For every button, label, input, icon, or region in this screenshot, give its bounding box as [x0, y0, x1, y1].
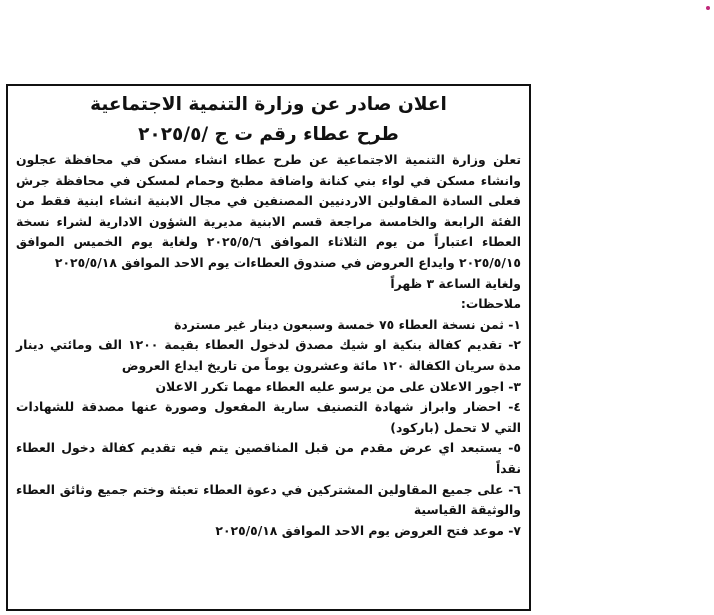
tender-number: طرح عطاء رقم ت ج /٢٠٢٥/٥ [138, 124, 399, 145]
note-item: ٢- تقديم كفالة بنكية او شيك مصدق لدخول العطاء بقيمة ١٢٠٠ الف ومائتي دينار مدة سريان الكفالة ١٢٠ مائة وعشرون يوماً من تاريخ ايداع العروض [16, 337, 521, 373]
announcement-title: اعلان صادر عن وزارة التنمية الاجتماعية [90, 94, 447, 115]
closing-time: ولغاية الساعة ٣ ظهراً [390, 275, 521, 291]
decorative-dot [706, 6, 710, 10]
note-item: ٤- احضار وابراز شهادة التصنيف سارية المفعول وصورة عنها مصدقة للشهادات التي لا تحمل (باركود) [16, 399, 521, 435]
note-item: ٧- موعد فتح العروض يوم الاحد الموافق ٢٠٢٥/٥/١٨ [215, 522, 521, 538]
notes-list [16, 315, 521, 542]
note-item: ٣- اجور الاعلان على من يرسو عليه العطاء مهما تكرر الاعلان [155, 378, 521, 394]
notes-heading: ملاحظات: [460, 296, 521, 312]
note-item: ٦- على جميع المقاولين المشتركين في دعوة العطاء تعبئة وختم جميع وثائق العطاء والوثيقة القياسية [16, 481, 521, 518]
announcement-body: تعلن وزارة التنمية الاجتماعية عن طرح عطاء انشاء مسكن في محافظة عجلون وانشاء مسكن في لواء بني كنانة واضافة مطبخ وحمام لمسكن في محافظة جرش فعلى السادة المقاولين الاردنيين المصنفين في مجال الابنية انشاء ابنية فقط من الفئة الرابعة والخامسة مراجعة قسم الابنية مديرية الشؤون الادارية لشراء نسخة العطاء اعتباراً من يوم الثلاثاء الموافق ٢٠٢٥/٥/٦ ولغاية يوم الخميس الموافق ٢٠٢٥/٥/١٥ وايداع العروض في صندوق العطاءات يوم الاحد الموافق ٢٠٢٥/٥/١٨ [16, 152, 522, 270]
note-item: ١- ثمن نسخة العطاء ٧٥ خمسة وسبعون دينار غير مستردة [174, 316, 521, 332]
announcement-box [6, 84, 531, 611]
note-item: ٥- يستبعد اي عرض مقدم من قبل المناقصين يتم فيه تقديم كفالة دخول العطاء نقداً [16, 440, 521, 476]
